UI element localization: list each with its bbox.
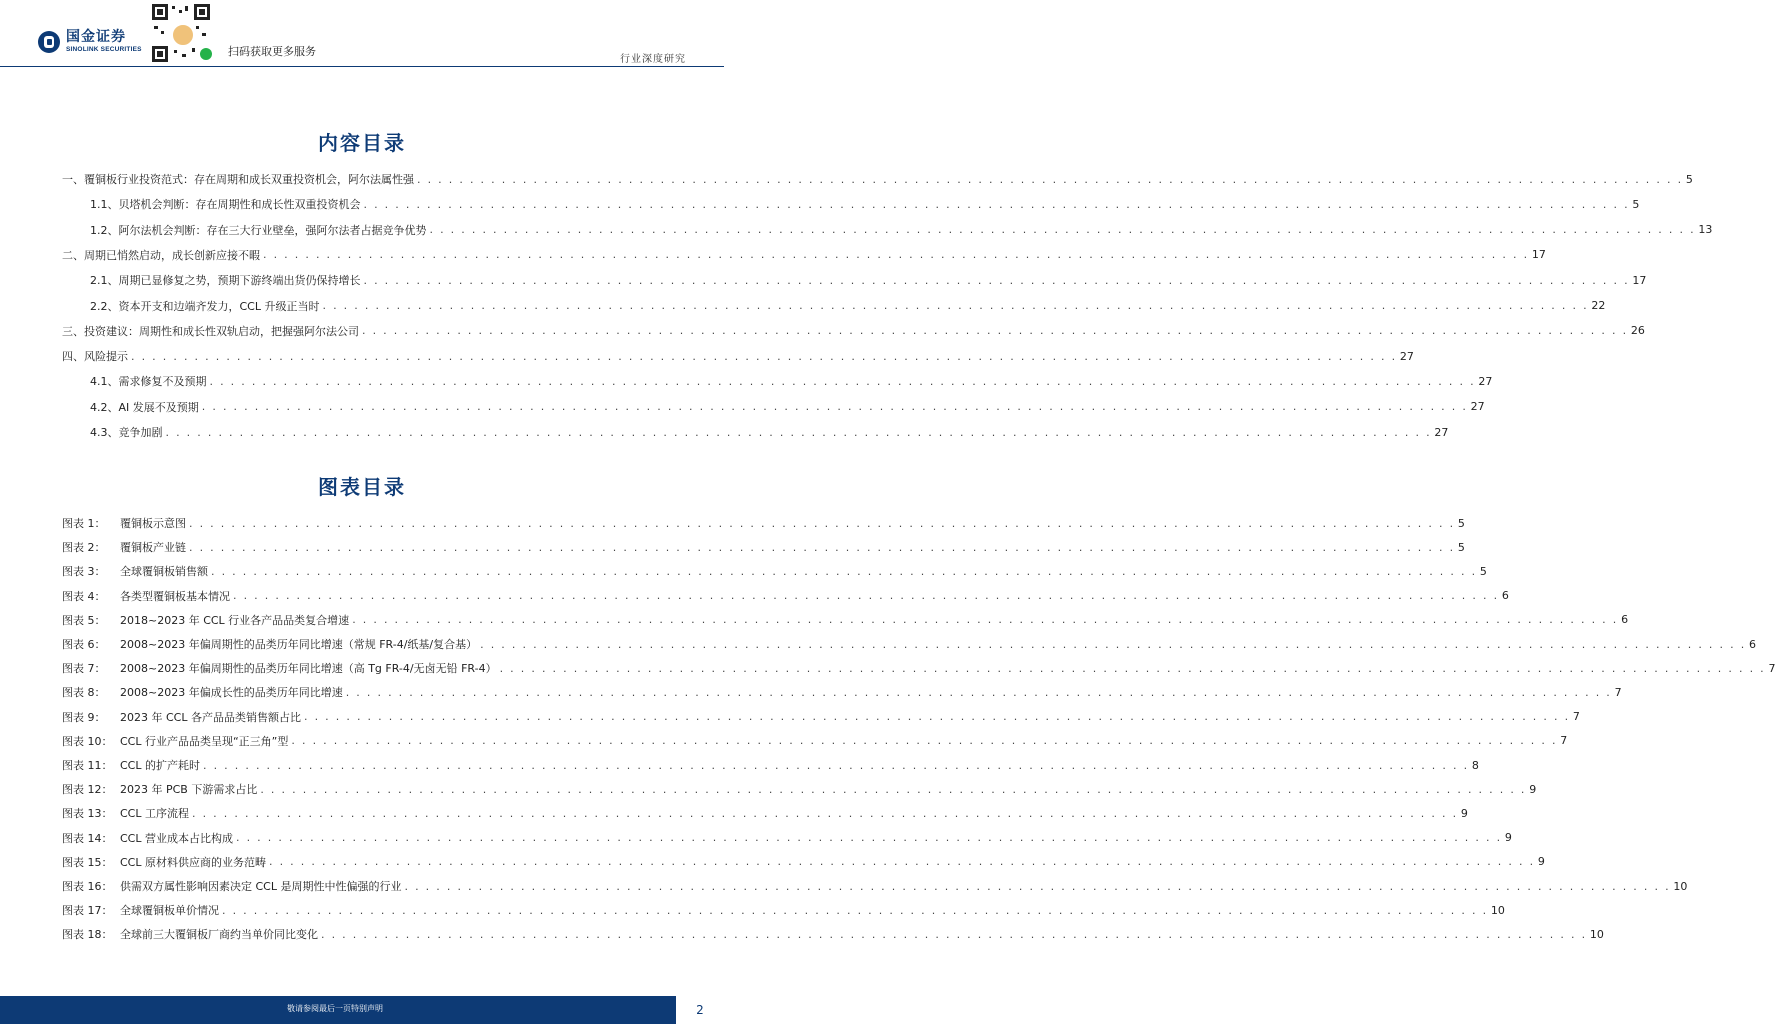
figure-item-page: 10	[1589, 927, 1604, 941]
toc-item-page: 5	[1685, 172, 1693, 186]
toc-item[interactable]	[62, 247, 1546, 263]
toc-item[interactable]	[90, 272, 1647, 288]
toc-item-page: 13	[1698, 223, 1713, 237]
dot-leader: . . . . . . . . . . . . . . . . . . . . . . . . . . . . . . . . . . . . . . . . . . . . . . . . . . . . . . . . . . . . . . . . . . . . . . . . . . . . . . . . . . . . . . . . . . . . . . . . . . . . . . . . . . . . . . . . . . . . . . . .	[165, 425, 1432, 439]
figure-item-label: 图表 15：	[62, 855, 113, 869]
toc-item-page: 26	[1630, 324, 1645, 338]
figure-item-page: 5	[1457, 516, 1465, 530]
figure-item-label: 图表 11：	[62, 759, 113, 772]
figure-item[interactable]	[62, 757, 1479, 773]
figure-item[interactable]	[62, 563, 1487, 579]
toc-item-title: 三、投资建议：周期性和成长性双轨启动，把握强阿尔法公司	[62, 324, 359, 338]
figure-item-label: 图表 17：	[62, 904, 113, 918]
logo-name-cn: 国金证券	[66, 29, 126, 45]
header-divider	[0, 66, 724, 67]
dot-leader: . . . . . . . . . . . . . . . . . . . . . . . . . . . . . . . . . . . . . . . . . . . . . . . . . . . . . . . . . . . . . . . . . . . . . . . . . . . . . . . . . . . . . . . . . . . . . . . . . . . . . . . . . . . . . . . . . . . . . . . .	[236, 831, 1502, 845]
toc-item-page: 27	[1478, 374, 1493, 388]
figure-item-page: 7	[1614, 685, 1622, 699]
figure-item-title: 覆铜板产业链	[120, 541, 186, 555]
figure-item-title: CCL 原材料供应商的业务范畴	[120, 855, 266, 869]
figure-item-page: 6	[1501, 589, 1509, 603]
figure-item-title: 2023 年 PCB 下游需求占比	[120, 783, 258, 797]
dot-leader: . . . . . . . . . . . . . . . . . . . . . . . . . . . . . . . . . . . . . . . . . . . . . . . . . . . . . . . . . . . . . . . . . . . . . . . . . . . . . . . . . . . . . . . . . . . . . . . . . . . . . . . . . . . . . . . . . . . . . . . .	[321, 927, 1587, 941]
figure-item-title: 覆铜板示意图	[120, 517, 186, 530]
figure-item[interactable]	[62, 612, 1629, 628]
figure-item[interactable]	[62, 660, 1775, 676]
figure-item-label: 图表 4：	[62, 589, 106, 603]
figure-item-label: 图表 10：	[62, 734, 113, 748]
figure-item[interactable]	[62, 902, 1505, 918]
figure-item-title: 供需双方属性影响因素决定 CCL 是周期性中性偏强的行业	[120, 880, 402, 893]
figure-item-title: CCL 工序流程	[120, 807, 189, 821]
figure-item-title: 各类型覆铜板基本情况	[120, 589, 230, 603]
toc-item-page: 27	[1470, 400, 1485, 414]
page-header	[0, 0, 724, 68]
figure-item-page: 10	[1673, 879, 1688, 893]
page-number: 2	[676, 996, 724, 1024]
figure-item-title: 2023 年 CCL 各产品品类销售额占比	[120, 710, 301, 724]
toc-item-page: 17	[1632, 273, 1647, 287]
figure-item-title: CCL 的扩产耗时	[120, 759, 200, 772]
figure-item-page: 5	[1479, 564, 1487, 578]
figure-item-page: 6	[1621, 613, 1629, 627]
toc-item-title: 1.2、阿尔法机会判断：存在三大行业壁垒，强阿尔法者占据竞争优势	[90, 223, 427, 237]
dot-leader: . . . . . . . . . . . . . . . . . . . . . . . . . . . . . . . . . . . . . . . . . . . . . . . . . . . . . . . . . . . . . . . . . . . . . . . . . . . . . . . . . . . . . . . . . . . . . . . . . . . . . . . . . . . . . . . . . . . . . . . .	[480, 637, 1746, 651]
figure-item-title: 2018~2023 年 CCL 行业各产品品类复合增速	[120, 613, 350, 627]
toc-item[interactable]	[62, 348, 1414, 364]
figure-item-label: 图表 8：	[62, 686, 106, 700]
figure-item[interactable]	[62, 854, 1545, 870]
dot-leader: . . . . . . . . . . . . . . . . . . . . . . . . . . . . . . . . . . . . . . . . . . . . . . . . . . . . . . . . . . . . . . . . . . . . . . . . . . . . . . . . . . . . . . . . . . . . . . . . . . . . . . . . . . . . . . . . . . . . . . . .	[499, 661, 1766, 675]
figure-item[interactable]	[62, 805, 1468, 821]
figure-item-label: 图表 14：	[62, 831, 113, 845]
toc-item-title: 4.2、AI 发展不及预期	[90, 400, 199, 414]
dot-leader: . . . . . . . . . . . . . . . . . . . . . . . . . . . . . . . . . . . . . . . . . . . . . . . . . . . . . . . . . . . . . . . . . . . . . . . . . . . . . . . . . . . . . . . . . . . . . . . . . . . . . . . . . . . . . . . . . . . . . . . .	[429, 223, 1696, 237]
figure-item-page: 7	[1768, 661, 1775, 675]
figure-item-label: 图表 5：	[62, 613, 106, 627]
figure-item-page: 7	[1560, 734, 1568, 748]
figure-item-page: 6	[1749, 637, 1756, 651]
dot-leader: . . . . . . . . . . . . . . . . . . . . . . . . . . . . . . . . . . . . . . . . . . . . . . . . . . . . . . . . . . . . . . . . . . . . . . . . . . . . . . . . . . . . . . . . . . . . . . . . . . . . . . . . . . . . . . . . . . . . . . . .	[222, 903, 1488, 917]
figure-item-title: 2008~2023 年偏周期性的品类历年同比增速（常规 FR-4/纸基/复合基）	[120, 638, 478, 651]
qr-code-icon[interactable]	[152, 4, 210, 62]
figure-item-page: 9	[1504, 831, 1512, 845]
dot-leader: . . . . . . . . . . . . . . . . . . . . . . . . . . . . . . . . . . . . . . . . . . . . . . . . . . . . . . . . . . . . . . . . . . . . . . . . . . . . . . . . . . . . . . . . . . . . . . . . . . . . . . . . . . . . . . . . . . . . . . . .	[322, 299, 1589, 312]
dot-leader: . . . . . . . . . . . . . . . . . . . . . . . . . . . . . . . . . . . . . . . . . . . . . . . . . . . . . . . . . . . . . . . . . . . . . . . . . . . . . . . . . . . . . . . . . . . . . . . . . . . . . . . . . . . . . . . . . . . . . . . .	[352, 613, 1619, 627]
figure-item[interactable]	[62, 926, 1604, 942]
toc-item[interactable]	[90, 399, 1485, 415]
toc-item[interactable]	[90, 222, 1713, 238]
dot-leader: . . . . . . . . . . . . . . . . . . . . . . . . . . . . . . . . . . . . . . . . . . . . . . . . . . . . . . . . . . . . . . . . . . . . . . . . . . . . . . . . . . . . . . . . . . . . . . . . . . . . . . . . . . . . . . . . . . . . . . . .	[263, 248, 1529, 262]
toc-item-title: 四、风险提示	[62, 350, 128, 364]
toc-item-title: 1.1、贝塔机会判断：存在周期性和成长性双重投资机会	[90, 198, 361, 212]
figure-item-label: 图表 1：	[62, 517, 106, 530]
toc-item-page: 5	[1632, 197, 1640, 211]
toc-item[interactable]	[62, 171, 1693, 187]
figure-item-label: 图表 12：	[62, 783, 113, 797]
figure-item[interactable]	[62, 636, 1756, 652]
dot-leader: . . . . . . . . . . . . . . . . . . . . . . . . . . . . . . . . . . . . . . . . . . . . . . . . . . . . . . . . . . . . . . . . . . . . . . . . . . . . . . . . . . . . . . . . . . . . . . . . . . . . . . . . . . . . . . . . . . . . . . . .	[233, 589, 1499, 603]
figure-item[interactable]	[62, 515, 1465, 531]
figure-item-title: 全球前三大覆铜板厂商约当单价同比变化	[120, 928, 318, 942]
figure-item-title: 全球覆铜板销售额	[120, 565, 208, 579]
dot-leader: . . . . . . . . . . . . . . . . . . . . . . . . . . . . . . . . . . . . . . . . . . . . . . . . . . . . . . . . . . . . . . . . . . . . . . . . . . . . . . . . . . . . . . . . . . . . . . . . . . . . . . . . . . . . . . . . . . . . . . . .	[291, 734, 1558, 748]
toc-item-title: 2.1、周期已显修复之势，预期下游终端出货仍保持增长	[90, 274, 361, 288]
dot-leader: . . . . . . . . . . . . . . . . . . . . . . . . . . . . . . . . . . . . . . . . . . . . . . . . . . . . . . . . . . . . . . . . . . . . . . . . . . . . . . . . . . . . . . . . . . . . . . . . . . . . . . . . . . . . . . . . . . . . . . . .	[404, 879, 1671, 893]
figure-item-page: 9	[1529, 782, 1537, 796]
disclaimer-note: 敬请参阅最后一页特别声明	[287, 1004, 383, 1013]
dot-leader: . . . . . . . . . . . . . . . . . . . . . . . . . . . . . . . . . . . . . . . . . . . . . . . . . . . . . . . . . . . . . . . . . . . . . . . . . . . . . . . . . . . . . . . . . . . . . . . . . . . . . . . . . . . . . . . . . . . . . . . .	[203, 758, 1469, 772]
toc-item-page: 27	[1399, 349, 1414, 363]
page-footer	[0, 996, 724, 1024]
toc-item[interactable]	[90, 196, 1640, 212]
figure-item[interactable]	[62, 878, 1688, 894]
toc-item-title: 二、周期已悄然启动，成长创新应接不暇	[62, 248, 260, 262]
dot-leader: . . . . . . . . . . . . . . . . . . . . . . . . . . . . . . . . . . . . . . . . . . . . . . . . . . . . . . . . . . . . . . . . . . . . . . . . . . . . . . . . . . . . . . . . . . . . . . . . . . . . . . . . . . . . . . . . . . . . . . . .	[189, 540, 1455, 554]
figure-item-label: 图表 6：	[62, 638, 106, 651]
figure-item[interactable]	[62, 709, 1580, 725]
toc-item-page: 17	[1531, 248, 1546, 262]
dot-leader: . . . . . . . . . . . . . . . . . . . . . . . . . . . . . . . . . . . . . . . . . . . . . . . . . . . . . . . . . . . . . . . . . . . . . . . . . . . . . . . . . . . . . . . . . . . . . . . . . . . . . . . . . . . . . . . . . . . . . . . .	[209, 374, 1476, 388]
figure-item[interactable]	[62, 684, 1622, 700]
figure-item-page: 5	[1457, 540, 1465, 554]
dot-leader: . . . . . . . . . . . . . . . . . . . . . . . . . . . . . . . . . . . . . . . . . . . . . . . . . . . . . . . . . . . . . . . . . . . . . . . . . . . . . . . . . . . . . . . . . . . . . . . . . . . . . . . . . . . . . . . . . . . . . . . .	[269, 855, 1535, 869]
toc-item-page: 22	[1591, 299, 1606, 312]
figure-item-label: 图表 9：	[62, 710, 106, 724]
figure-item[interactable]	[62, 781, 1537, 797]
figure-item-title: CCL 营业成本占比构成	[120, 831, 233, 845]
toc-item-title: 4.3、竞争加剧	[90, 426, 163, 439]
figure-item-page: 8	[1471, 758, 1479, 772]
dot-leader: . . . . . . . . . . . . . . . . . . . . . . . . . . . . . . . . . . . . . . . . . . . . . . . . . . . . . . . . . . . . . . . . . . . . . . . . . . . . . . . . . . . . . . . . . . . . . . . . . . . . . . . . . . . . . . . . . . . . . . . .	[189, 516, 1455, 530]
dot-leader: . . . . . . . . . . . . . . . . . . . . . . . . . . . . . . . . . . . . . . . . . . . . . . . . . . . . . . . . . . . . . . . . . . . . . . . . . . . . . . . . . . . . . . . . . . . . . . . . . . . . . . . . . . . . . . . . . . . . . . . .	[345, 685, 1612, 699]
toc-item[interactable]	[90, 373, 1493, 389]
figure-item-label: 图表 13：	[62, 807, 113, 821]
dot-leader: . . . . . . . . . . . . . . . . . . . . . . . . . . . . . . . . . . . . . . . . . . . . . . . . . . . . . . . . . . . . . . . . . . . . . . . . . . . . . . . . . . . . . . . . . . . . . . . . . . . . . . . . . . . . . . . . . . . . . . . .	[192, 806, 1458, 820]
dot-leader: . . . . . . . . . . . . . . . . . . . . . . . . . . . . . . . . . . . . . . . . . . . . . . . . . . . . . . . . . . . . . . . . . . . . . . . . . . . . . . . . . . . . . . . . . . . . . . . . . . . . . . . . . . . . . . . . . . . . . . . .	[363, 197, 1630, 211]
figure-item-title: 2008~2023 年偏成长性的品类历年同比增速	[120, 686, 343, 700]
dot-leader: . . . . . . . . . . . . . . . . . . . . . . . . . . . . . . . . . . . . . . . . . . . . . . . . . . . . . . . . . . . . . . . . . . . . . . . . . . . . . . . . . . . . . . . . . . . . . . . . . . . . . . . . . . . . . . . . . . . . . . . .	[363, 273, 1630, 287]
logo-icon	[38, 31, 60, 53]
figure-item[interactable]	[62, 830, 1512, 846]
scan-prompt: 扫码获取更多服务	[228, 45, 316, 58]
toc-item-title: 2.2、资本开支和边端齐发力，CCL 升级正当时	[90, 299, 320, 313]
figure-item-label: 图表 2：	[62, 541, 106, 555]
dot-leader: . . . . . . . . . . . . . . . . . . . . . . . . . . . . . . . . . . . . . . . . . . . . . . . . . . . . . . . . . . . . . . . . . . . . . . . . . . . . . . . . . . . . . . . . . . . . . . . . . . . . . . . . . . . . . . . . . . . . . . . .	[211, 564, 1477, 578]
company-logo	[38, 30, 142, 54]
figure-item-label: 图表 3：	[62, 565, 106, 579]
toc-item-title: 4.1、需求修复不及预期	[90, 375, 207, 389]
contents-title: 内容目录	[318, 131, 406, 155]
toc-item[interactable]	[62, 323, 1645, 339]
figures-title: 图表目录	[318, 475, 406, 499]
toc-item-title: 一、覆铜板行业投资范式：存在周期和成长双重投资机会，阿尔法属性强	[62, 173, 414, 186]
figure-item-page: 9	[1537, 855, 1545, 869]
figure-item-page: 7	[1572, 710, 1580, 724]
figure-item[interactable]	[62, 588, 1509, 604]
dot-leader: . . . . . . . . . . . . . . . . . . . . . . . . . . . . . . . . . . . . . . . . . . . . . . . . . . . . . . . . . . . . . . . . . . . . . . . . . . . . . . . . . . . . . . . . . . . . . . . . . . . . . . . . . . . . . . . . . . . . . . . .	[131, 349, 1397, 363]
figure-item-title: CCL 行业产品品类呈现“正三角”型	[120, 734, 289, 748]
figure-item-title: 全球覆铜板单价情况	[120, 904, 219, 918]
dot-leader: . . . . . . . . . . . . . . . . . . . . . . . . . . . . . . . . . . . . . . . . . . . . . . . . . . . . . . . . . . . . . . . . . . . . . . . . . . . . . . . . . . . . . . . . . . . . . . . . . . . . . . . . . . . . . . . . . . . . . . . .	[303, 710, 1570, 724]
figure-item-label: 图表 7：	[62, 662, 106, 676]
dot-leader: . . . . . . . . . . . . . . . . . . . . . . . . . . . . . . . . . . . . . . . . . . . . . . . . . . . . . . . . . . . . . . . . . . . . . . . . . . . . . . . . . . . . . . . . . . . . . . . . . . . . . . . . . . . . . . . . . . . . . . . .	[260, 782, 1527, 796]
dot-leader: . . . . . . . . . . . . . . . . . . . . . . . . . . . . . . . . . . . . . . . . . . . . . . . . . . . . . . . . . . . . . . . . . . . . . . . . . . . . . . . . . . . . . . . . . . . . . . . . . . . . . . . . . . . . . . . . . . . . . . . .	[201, 400, 1468, 414]
figure-item-page: 10	[1490, 903, 1505, 917]
toc-item-page: 27	[1434, 425, 1449, 439]
figure-item-label: 图表 18：	[62, 928, 113, 942]
toc-item[interactable]	[90, 298, 1606, 314]
dot-leader: . . . . . . . . . . . . . . . . . . . . . . . . . . . . . . . . . . . . . . . . . . . . . . . . . . . . . . . . . . . . . . . . . . . . . . . . . . . . . . . . . . . . . . . . . . . . . . . . . . . . . . . . . . . . . . . . . . . . . . . .	[417, 172, 1683, 186]
logo-name-en: SINOLINK SECURITIES	[66, 46, 142, 53]
toc-item[interactable]	[90, 424, 1449, 440]
dot-leader: . . . . . . . . . . . . . . . . . . . . . . . . . . . . . . . . . . . . . . . . . . . . . . . . . . . . . . . . . . . . . . . . . . . . . . . . . . . . . . . . . . . . . . . . . . . . . . . . . . . . . . . . . . . . . . . . . . . . . . . .	[362, 324, 1628, 338]
figure-item-title: 2008~2023 年偏周期性的品类历年同比增速（高 Tg FR-4/无卤无铅 FR-4）	[120, 662, 497, 676]
report-category: 行业深度研究	[620, 54, 686, 65]
figure-item-label: 图表 16：	[62, 880, 113, 893]
figure-item[interactable]	[62, 733, 1568, 749]
figure-item[interactable]	[62, 539, 1465, 555]
wechat-icon	[200, 48, 212, 60]
figure-item-page: 9	[1460, 806, 1468, 820]
